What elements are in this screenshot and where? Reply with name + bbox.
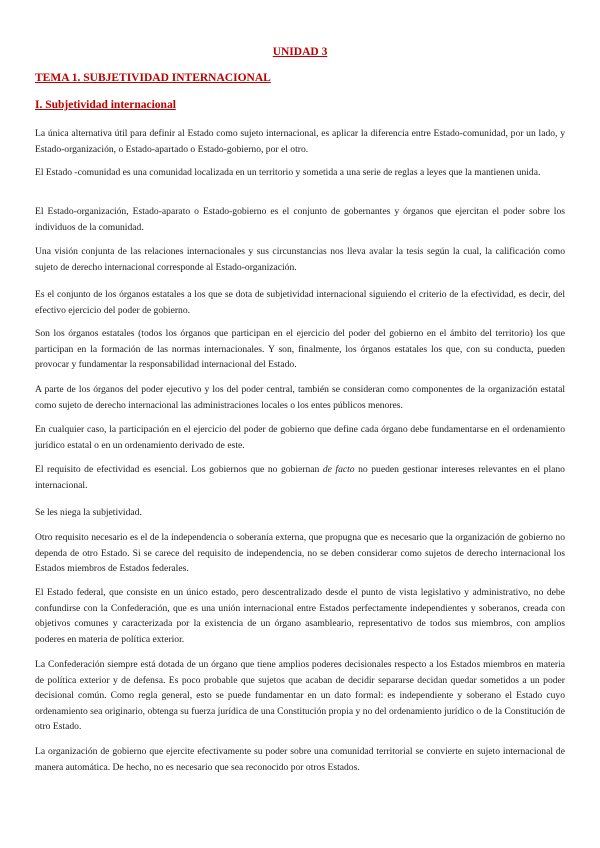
paragraph-federal-state: El Estado federal, que consiste en un único estado, pero descentralizado desde el punto de vista legislativo y administrativo, no debe confundirse con la Confederación, que es una unión internacional entre Estados perfectamente independientes y soberanos, creada con objetivos comunes y caracterizada por la existencia de un órgano asambleario, representativo de todos sus miembros, con amplios poderes en materia de política exterior. [35,587,565,645]
paragraph-automatic-subject: La organización de gobierno que ejercite efectivamente su poder sobre una comunidad territorial se convierte en sujeto internacional de manera automática. De hecho, no es necesario que sea reconocido por otros Estados. [35,746,565,773]
topic-title: TEMA 1. SUBJETIVIDAD INTERNACIONAL [35,72,271,84]
section-title: I. Subjetividad internacional [35,99,176,111]
effectiveness-text-after: no pueden gestionar intereses relevantes en el plano internacional. [35,464,565,491]
paragraph-independence: Otro requisito necesario es el de la independencia o soberanía externa, que propugna que es necesario que la organización de gobierno no dependa de otro Estado. Si se carece del requisito de independencia, no se deben considerar como sujetos de derecho internacional los Estados miembros de Estados federales. [35,532,565,574]
unit-title: UNIDAD 3 [272,46,328,58]
paragraph-effectiveness [35,462,565,493]
paragraph-state-community: El Estado -comunidad es una comunidad localizada en un territorio y sometida a una serie de reglas a leyes que la mantienen unida. [35,167,541,178]
paragraph-state-definition: La única alternativa útil para definir al Estado como sujeto internacional, es aplicar la diferencia entre Estado-comunidad, por un lado, y Estado-organización, o Estado-apartado o Estado-gobierno, por el otro. [35,128,565,155]
paragraph-denied-subjectivity: Se les niega la subjetividad. [35,507,142,518]
paragraph-joint-vision: Una visión conjunta de las relaciones internacionales y sus circunstancias nos lleva avalar la tesis según la cual, la calificación como sujeto de derecho internacional corresponde al Estado-organización. [35,246,565,273]
effectiveness-text-before: El requisito de efectividad es esencial. Los gobiernos que no gobiernan [35,464,323,475]
paragraph-legal-order: En cualquier caso, la participación en el ejercicio del poder de gobierno que define cada órgano debe fundamentarse en el ordenamiento jurídico estatal o en un ordenamiento derivado de este. [35,424,565,451]
de-facto-term: de facto [322,464,355,475]
paragraph-confederation: La Confederación siempre está dotada de un órgano que tiene amplios poderes decisionales respecto a los Estados miembros en materia de política exterior y de defensa. Es poco probable que sujetos que acaban de decidir separarse decidan quedar sometidos a un poder decisional común. Como regla general, esto se puede fundamentar en un dato formal: es independiente y soberano el Estado cuyo ordenamiento sea originario, obtenga su fuerza jurídica de una Constitución propia y no del ordenamiento jurídico o de la Constitución de otro Estado. [35,659,565,732]
paragraph-executive-organs: A parte de los órganos del poder ejecutivo y los del poder central, también se consideran como componentes de la organización estatal como sujeto de derecho internacional las administraciones locales o los entes públicos menores. [35,384,565,411]
paragraph-organs-participation: Son los órganos estatales (todos los órganos que participan en el ejercicio del poder del gobierno en el ámbito del territorio) los que participan en la formación de las normas internacionales. Y son, finalmente, los órganos estatales los que, con su conducta, pueden provocar y fundamentar la responsabilidad internacional del Estado. [35,328,565,370]
paragraph-state-organs: Es el conjunto de los órganos estatales a los que se dota de subjetividad internacional siguiendo el criterio de la efectividad, es decir, del efectivo ejercicio del poder de gobierno. [35,289,565,316]
paragraph-state-organization: El Estado-organización, Estado-aparato o Estado-gobierno es el conjunto de gobernantes y órganos que ejercitan el poder sobre los individuos de la comunidad. [35,206,565,233]
